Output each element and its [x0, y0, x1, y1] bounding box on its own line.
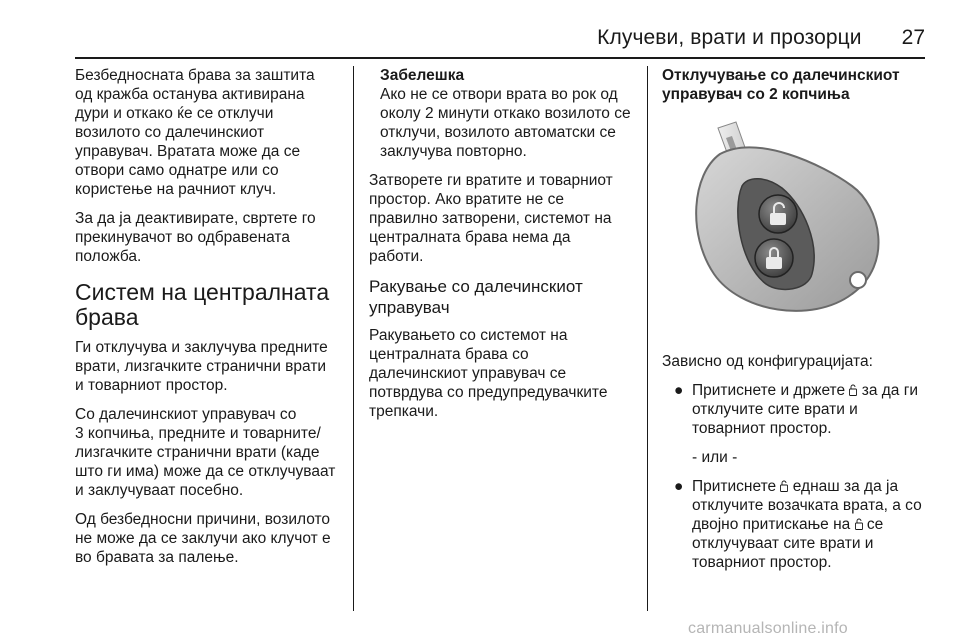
- or-separator: - или -: [692, 449, 738, 466]
- paragraph-safety: Од безбедносни причини, возилото не може да се заклучи ако клучот е во бравата за палење.: [75, 511, 331, 566]
- paragraph-close-doors: Затворете ги вратите и товарниот простор. Ако вратите не се правилно затворени, системот на централната брава нема да работи.: [369, 172, 613, 265]
- paragraph-confirmation: Ракувањето со системот на централната брава со далечинскиот управувач се потврдува со предупредувачките трепкачи.: [369, 327, 608, 420]
- remote-key-image: [662, 114, 924, 336]
- bullet-press-once: ● Притиснете еднаш за да ја отклучите возачката врата, а со двојно притискање на се отклучуваат сите врати и товарниот простор.: [674, 478, 922, 571]
- note-box: [380, 66, 641, 161]
- paragraph-3-button-remote: Со далечинскиот управувач со 3 копчиња, предните и товарните/ лизгачките странични врати (каде што ги има) може да се отклучуваат и заклучуваат посебно.: [75, 406, 336, 499]
- section-title: Клучеви, врати и прозорци: [597, 26, 862, 49]
- paragraph-deactivate: За да ја деактивирате, свртете го прекинувачот во одбравената положба.: [75, 210, 316, 265]
- unlock-icon: [855, 518, 863, 530]
- paragraph-config: Зависно од конфигурацијата:: [662, 353, 873, 370]
- heading-2-button-unlock: Отклучување со далечинскиот управувач со 2 копчиња: [662, 67, 900, 103]
- paragraph-antitheft: Безбедносната брава за заштита од кражба останува активирана дури и откако ќе се отклучи возилото со далечинскиот управувач. Вратата може да се отвори само однатре или со користење на рачниот клуч.: [75, 67, 315, 198]
- bullet-hold-unlock: ● Притиснете и држете за да ги отклучите сите врати и товарниот простор.: [674, 382, 919, 437]
- paragraph-locks-doors: Ги отклучува и заклучува предните врати, лизгачките странични врати и товарниот простор.: [75, 339, 328, 394]
- heading-remote-operation: Ракување со далечинскиот управувач: [369, 277, 583, 317]
- note-body: Ако не се отвори врата во рок од околу 2 минути откако возилото се отклучи, возилото автоматски се заклучува повторно.: [380, 86, 631, 160]
- header-rule: [75, 57, 925, 59]
- column-2: [369, 66, 641, 431]
- column-divider-left: [353, 66, 354, 611]
- column-3: [662, 66, 932, 582]
- column-1: [75, 66, 347, 577]
- note-title: Забелешка: [380, 67, 465, 84]
- bullet-dot: ●: [674, 382, 684, 399]
- watermark: carmanualsonline.info: [688, 620, 848, 637]
- page-number: 27: [901, 26, 925, 49]
- bullet-dot: ●: [674, 478, 684, 495]
- heading-central-locking: Систем на централната брава: [75, 279, 330, 330]
- page-header: [0, 26, 925, 54]
- column-divider-right: [647, 66, 648, 611]
